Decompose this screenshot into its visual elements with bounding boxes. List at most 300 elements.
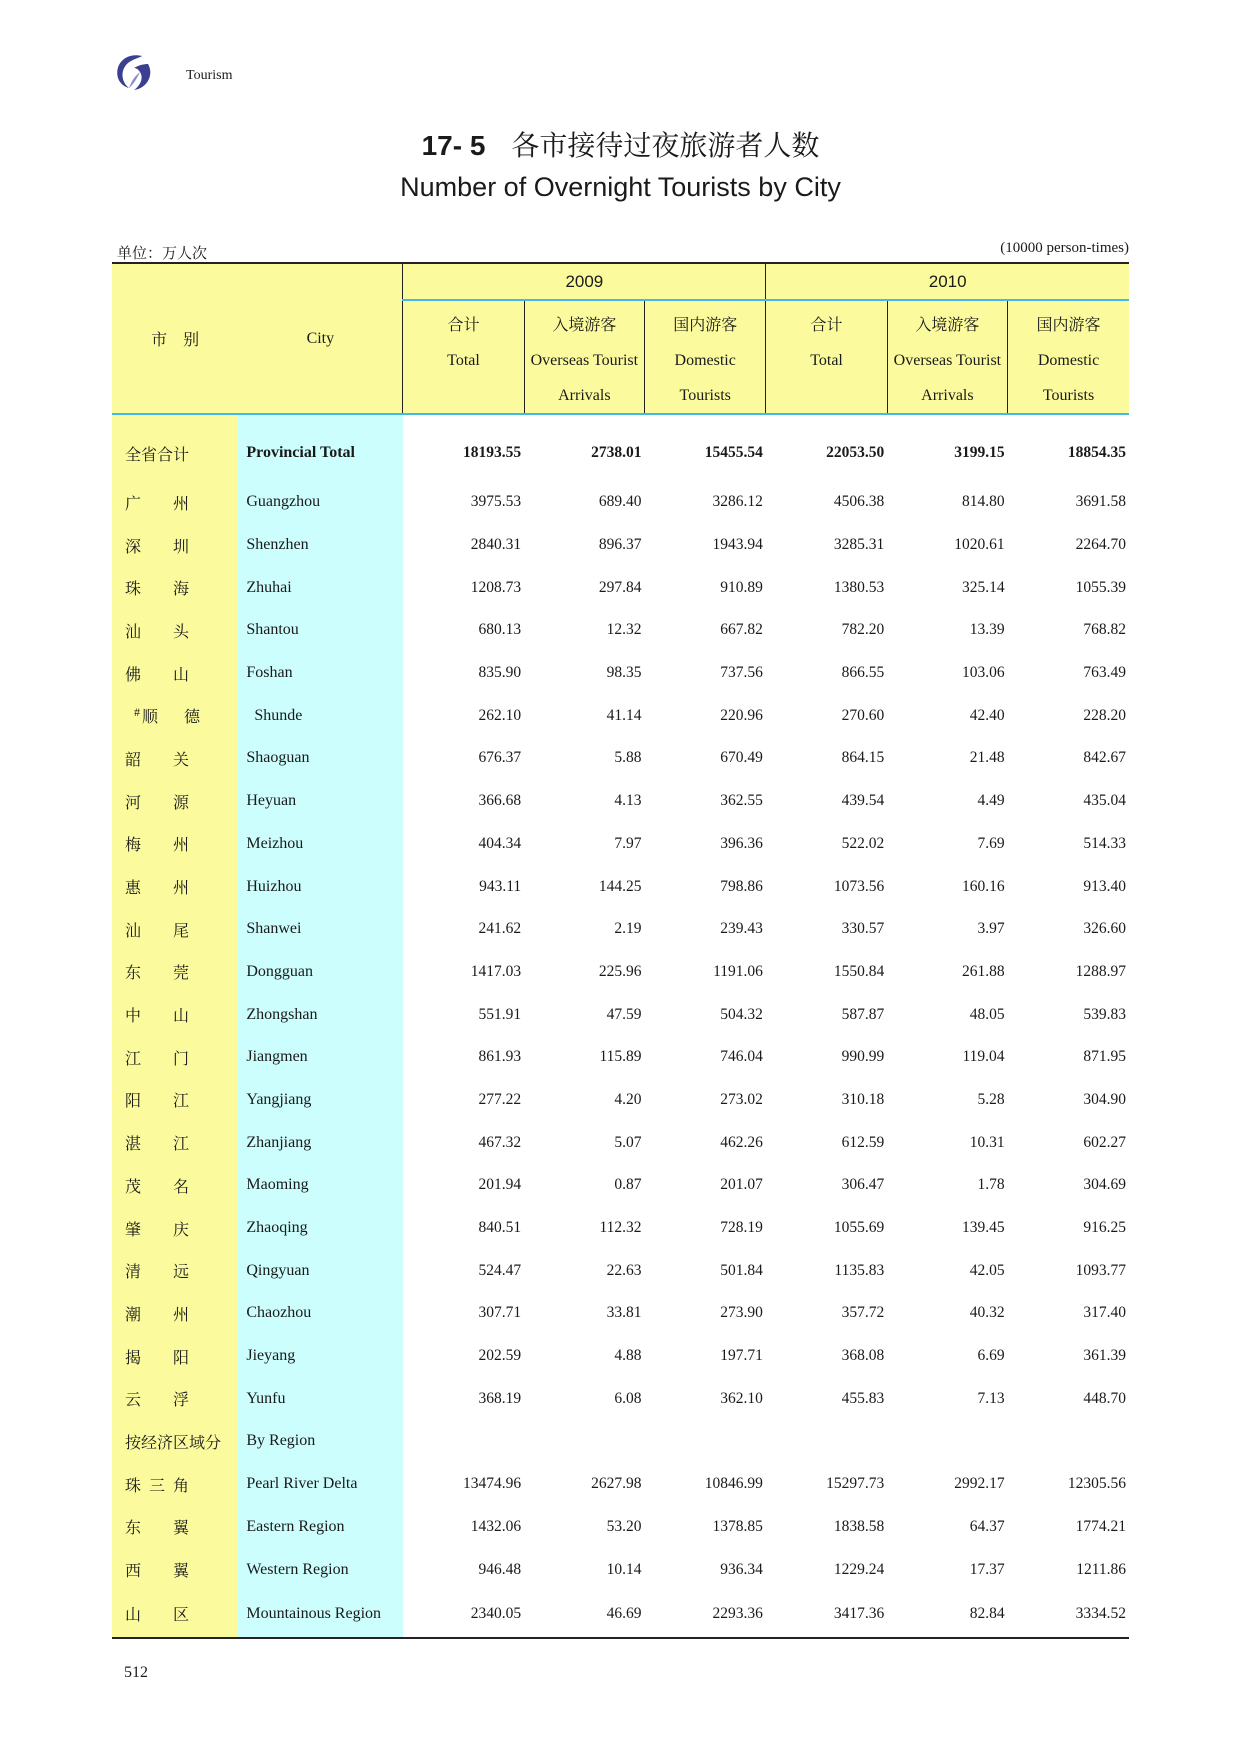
header-sub-2009-0 (403, 300, 524, 414)
table-row (112, 1420, 1129, 1463)
value-cell: 4506.38 (833, 493, 885, 511)
value-cell: 501.84 (720, 1261, 763, 1279)
value-cell: 220.96 (720, 706, 763, 724)
value-cell: 42.40 (969, 706, 1005, 724)
table-row (112, 652, 1129, 695)
value-cell: 362.55 (720, 792, 763, 810)
value-cell: 990.99 (841, 1048, 885, 1066)
value-cell: 2293.36 (645, 1591, 766, 1638)
value-cell: 228.20 (1083, 706, 1126, 724)
city-name-cn (112, 1036, 238, 1079)
value-cell: 1135.83 (834, 1261, 885, 1279)
value-cell: 261.88 (961, 962, 1005, 980)
city-name-cn-char: 中 (125, 1008, 142, 1026)
city-name-cn (112, 1121, 238, 1164)
value-cell: 551.91 (478, 1005, 522, 1023)
value-cell: 7.97 (614, 834, 642, 852)
city-name-cn (112, 1292, 238, 1335)
city-name-cn-char: 深 (125, 538, 142, 556)
value-cell: 910.89 (720, 578, 763, 596)
tourists-table (112, 262, 1129, 1639)
header-sub-label-cn: 合计 (810, 317, 843, 334)
city-name-en: Yangjiang (238, 1079, 402, 1122)
city-name-cn-char: 远 (173, 1264, 190, 1282)
value-cell: 1774.21 (1075, 1517, 1126, 1535)
value-cell: 842.67 (1083, 749, 1126, 767)
value-cell: 306.47 (841, 1176, 885, 1194)
city-name-en: Provincial Total (238, 414, 402, 481)
value-cell: 448.70 (1083, 1389, 1126, 1407)
value-cell: 1432.06 (470, 1517, 522, 1535)
value-cell: 139.45 (961, 1219, 1005, 1237)
value-cell: 7.69 (977, 834, 1005, 852)
value-cell: 3285.31 (833, 536, 885, 554)
header-sub-label-cn: 入境游客 (915, 317, 980, 334)
value-cell: 1.78 (977, 1176, 1005, 1194)
value-cell: 368.19 (478, 1389, 522, 1407)
header-sub-2010-0 (766, 300, 887, 414)
city-name-cn-char: 广 (125, 495, 142, 513)
value-cell: 3417.36 (766, 1591, 887, 1638)
table-row (112, 865, 1129, 908)
city-name-cn (112, 652, 238, 695)
title-cn-text: 各市接待过夜旅游者人数 (511, 129, 820, 162)
city-name-en: Yunfu (238, 1377, 402, 1420)
city-name-cn (112, 1335, 238, 1378)
value-cell: 1378.85 (712, 1517, 763, 1535)
value-cell: 840.51 (478, 1219, 522, 1237)
table-number: 17- 5 (421, 130, 486, 161)
table-row (112, 1079, 1129, 1122)
value-cell: 514.33 (1083, 834, 1126, 852)
city-name-en: Foshan (238, 652, 402, 695)
city-name-cn-char: 莞 (173, 965, 190, 983)
value-cell: 782.20 (841, 621, 885, 639)
value-cell: 1208.73 (470, 578, 522, 596)
value-cell: 3.97 (977, 920, 1005, 938)
table-title-en: Number of Overnight Tourists by City (400, 172, 841, 202)
value-cell: 201.07 (720, 1176, 763, 1194)
value-cell: 273.90 (720, 1304, 763, 1322)
header-sub-label-en2: Arrivals (921, 387, 974, 404)
value-cell: 896.37 (598, 536, 642, 554)
city-name-en: Dongguan (238, 951, 402, 994)
city-name-cn (112, 823, 238, 866)
value-cell: 2738.01 (591, 444, 642, 461)
city-name-en: Maoming (238, 1164, 402, 1207)
value-cell: 916.25 (1083, 1219, 1126, 1237)
city-name-en: Chaozhou (238, 1292, 402, 1335)
header-sub-2009-2 (645, 300, 766, 414)
value-cell: 17.37 (969, 1560, 1005, 1578)
value-cell: 670.49 (720, 749, 763, 767)
table-row (112, 1463, 1129, 1506)
value-cell: 46.69 (524, 1591, 644, 1638)
city-name-cn-char: 浮 (173, 1392, 190, 1410)
header-sub-label-cn: 国内游客 (1036, 317, 1101, 334)
value-cell: 277.22 (478, 1090, 522, 1108)
value-cell: 297.84 (598, 578, 642, 596)
city-name-en: Zhuhai (238, 566, 402, 609)
value-cell: 48.05 (969, 1005, 1005, 1023)
city-name-cn (112, 993, 238, 1036)
value-cell (766, 1420, 887, 1463)
city-name-cn-char: 茂 (125, 1178, 142, 1196)
table-row (112, 1548, 1129, 1591)
city-name-en: Shaoguan (238, 737, 402, 780)
city-name-cn-char: 海 (173, 581, 190, 599)
city-name-en: Shanwei (238, 908, 402, 951)
value-cell: 1550.84 (833, 962, 885, 980)
value-cell: 160.16 (961, 877, 1005, 895)
city-name-en: Pearl River Delta (238, 1463, 402, 1506)
value-cell: 241.62 (478, 920, 522, 938)
city-name-en: Heyuan (238, 780, 402, 823)
city-name-cn (112, 1420, 238, 1463)
value-cell: 763.49 (1083, 664, 1126, 682)
value-cell: 6.08 (614, 1389, 642, 1407)
value-cell: 504.32 (720, 1005, 763, 1023)
value-cell: 12305.56 (1067, 1475, 1126, 1493)
value-cell: 15297.73 (826, 1475, 885, 1493)
value-cell: 239.43 (720, 920, 763, 938)
value-cell: 362.10 (720, 1389, 763, 1407)
value-cell: 4.88 (614, 1347, 642, 1365)
city-name-en: Eastern Region (238, 1506, 402, 1549)
table-row (112, 1506, 1129, 1549)
header-sub-2010-2 (1008, 300, 1129, 414)
city-name-cn-char: 关 (173, 751, 190, 769)
value-cell: 13.39 (969, 621, 1005, 639)
city-name-en: By Region (238, 1420, 402, 1463)
value-cell: 737.56 (720, 664, 763, 682)
city-name-en: Jieyang (238, 1335, 402, 1378)
value-cell: 404.34 (478, 834, 522, 852)
value-cell: 47.59 (606, 1005, 642, 1023)
table-body (112, 414, 1129, 1638)
table-row (112, 908, 1129, 951)
value-cell: 602.27 (1083, 1133, 1126, 1151)
header-sub-2009-1 (524, 300, 644, 414)
value-cell: 467.32 (478, 1133, 522, 1151)
city-name-cn (112, 1207, 238, 1250)
value-cell: 2340.05 (403, 1591, 524, 1638)
value-cell: 366.68 (478, 792, 522, 810)
table-row (112, 1249, 1129, 1292)
value-cell (887, 1420, 1007, 1463)
value-cell: 112.32 (599, 1219, 642, 1237)
value-cell: 946.48 (478, 1560, 522, 1578)
value-cell: 1380.53 (833, 578, 885, 596)
value-cell: 1288.97 (1075, 962, 1126, 980)
value-cell: 6.69 (977, 1347, 1005, 1365)
value-cell: 3691.58 (1075, 493, 1126, 511)
total-row (112, 414, 1129, 481)
value-cell: 144.25 (598, 877, 642, 895)
city-name-cn-char: 区 (173, 1607, 190, 1625)
city-name-cn-char: 江 (125, 1050, 142, 1068)
city-name-cn-char: 圳 (173, 538, 190, 556)
value-cell: 273.02 (720, 1090, 763, 1108)
value-cell: 866.55 (841, 664, 885, 682)
city-name-cn-char: 三 (149, 1477, 166, 1495)
value-cell: 871.95 (1083, 1048, 1126, 1066)
city-name-cn (112, 1591, 238, 1638)
unit-label-en: (10000 person-times) (1000, 240, 1129, 256)
value-cell: 768.82 (1083, 621, 1126, 639)
city-name-cn-char: 阳 (173, 1349, 190, 1367)
header-sub-label-cn: 国内游客 (673, 317, 738, 334)
city-name-cn (112, 609, 238, 652)
value-cell (403, 1420, 524, 1463)
city-name-cn (112, 780, 238, 823)
value-cell: 119.04 (962, 1048, 1005, 1066)
city-name-cn-char: 州 (173, 1306, 190, 1324)
value-cell: 522.02 (841, 834, 885, 852)
value-cell (524, 1420, 644, 1463)
table-row (112, 1591, 1129, 1638)
header-year-2009: 2009 (403, 263, 766, 300)
value-cell: 12.32 (606, 621, 642, 639)
value-cell: 330.57 (841, 920, 885, 938)
city-name-en: Shantou (238, 609, 402, 652)
value-cell: 1093.77 (1075, 1261, 1126, 1279)
table-row (112, 1121, 1129, 1164)
header-sub-label-en2: Arrivals (558, 387, 611, 404)
header-sub-label-en1: Total (810, 352, 843, 369)
value-cell: 40.32 (969, 1304, 1005, 1322)
value-cell: 435.04 (1083, 792, 1126, 810)
city-name-cn-char: 源 (173, 794, 190, 812)
table-row (112, 823, 1129, 866)
city-name-cn-char: 河 (125, 794, 142, 812)
value-cell: 1417.03 (470, 962, 522, 980)
value-cell: 310.18 (841, 1090, 885, 1108)
table-row (112, 524, 1129, 567)
value-cell: 10.31 (969, 1133, 1005, 1151)
value-cell: 1229.24 (833, 1560, 885, 1578)
table-row (112, 1335, 1129, 1378)
table-row (112, 1207, 1129, 1250)
value-cell: 201.94 (478, 1176, 522, 1194)
value-cell: 612.59 (841, 1133, 885, 1151)
value-cell: 98.35 (606, 664, 642, 682)
value-cell: 357.72 (841, 1304, 885, 1322)
city-name-en: Shenzhen (238, 524, 402, 567)
value-cell: 3286.12 (712, 493, 763, 511)
city-name-cn-char: 尾 (173, 922, 190, 940)
city-name-cn-char: 汕 (125, 623, 142, 641)
value-cell: 10.14 (606, 1560, 642, 1578)
city-name-cn-char: 庆 (173, 1221, 190, 1239)
value-cell: 864.15 (841, 749, 885, 767)
value-cell: 1055.39 (1075, 578, 1126, 596)
value-cell: 325.14 (961, 578, 1005, 596)
value-cell: 667.82 (720, 621, 763, 639)
value-cell: 21.48 (969, 749, 1005, 767)
city-name-en: Guangzhou (238, 481, 402, 524)
city-name-cn-char: 东 (125, 1520, 142, 1538)
value-cell: 2264.70 (1075, 536, 1126, 554)
city-name-cn-char: 山 (125, 1607, 142, 1625)
city-name-en: Jiangmen (238, 1036, 402, 1079)
header-sub-label-cn: 入境游客 (552, 317, 617, 334)
city-name-cn (112, 908, 238, 951)
city-name-cn-char: 翼 (173, 1563, 190, 1581)
city-name-cn-char: 东 (125, 965, 142, 983)
value-cell: 4.13 (614, 792, 642, 810)
value-cell: 22053.50 (826, 444, 885, 461)
city-name-cn-char: 肇 (125, 1221, 142, 1239)
city-name-cn (112, 694, 238, 737)
city-name-cn-char: 山 (173, 666, 190, 684)
table-row (112, 993, 1129, 1036)
value-cell: 861.93 (478, 1048, 522, 1066)
value-cell: 1943.94 (712, 536, 763, 554)
value-cell: 524.47 (478, 1261, 522, 1279)
city-name-cn (112, 1463, 238, 1506)
value-cell: 64.37 (969, 1517, 1005, 1535)
value-cell: 103.06 (961, 664, 1005, 682)
value-cell: 18193.55 (463, 444, 522, 461)
city-name-en: Mountainous Region (238, 1591, 402, 1638)
value-cell: 3334.52 (1008, 1591, 1129, 1638)
value-cell: 0.87 (614, 1176, 642, 1194)
value-cell: 728.19 (720, 1219, 763, 1237)
table-row (112, 694, 1129, 737)
city-name-cn (112, 1377, 238, 1420)
value-cell: 439.54 (841, 792, 885, 810)
table-row (112, 951, 1129, 994)
table-row (112, 737, 1129, 780)
city-name-cn (112, 865, 238, 908)
city-name-cn-char: 州 (173, 880, 190, 898)
city-name-cn-char: 惠 (125, 880, 142, 898)
header-sub-label-en1: Domestic (674, 352, 736, 369)
value-cell: 2840.31 (470, 536, 522, 554)
city-name-cn-char: 潮 (125, 1306, 142, 1324)
city-name-cn (112, 1249, 238, 1292)
value-cell: 270.60 (841, 706, 885, 724)
city-name-cn-char: 揭 (125, 1349, 142, 1367)
value-cell: 326.60 (1083, 920, 1126, 938)
value-cell: 462.26 (720, 1133, 763, 1151)
value-cell: 396.36 (720, 834, 763, 852)
value-cell: 317.40 (1083, 1304, 1126, 1322)
header-sub-label-en1: Overseas Tourist (530, 352, 639, 369)
value-cell: 304.69 (1083, 1176, 1126, 1194)
city-name-en: Zhongshan (238, 993, 402, 1036)
city-name-cn-char: 山 (173, 1008, 190, 1026)
city-name-cn-char: 头 (173, 623, 190, 641)
city-name-cn-char: 按经济区域分 (125, 1434, 222, 1452)
city-name-cn (112, 1548, 238, 1591)
header-city-en: City (238, 263, 402, 414)
city-name-cn-char: 梅 (125, 837, 142, 855)
city-name-cn-char: 珠 (125, 581, 142, 599)
value-cell: 15455.54 (704, 444, 763, 461)
value-cell: 53.20 (606, 1517, 642, 1535)
header-sub-label-en1: Domestic (1037, 352, 1100, 369)
city-name-cn-char: 清 (125, 1264, 142, 1282)
value-cell: 10846.99 (704, 1475, 763, 1493)
city-name-en: Huizhou (238, 865, 402, 908)
value-cell: 1020.61 (954, 536, 1005, 554)
value-cell: 680.13 (478, 621, 522, 639)
table-row (112, 1292, 1129, 1335)
value-cell (1008, 1420, 1129, 1463)
value-cell: 4.49 (977, 792, 1005, 810)
city-name-cn-char: 州 (173, 837, 190, 855)
value-cell: 22.63 (606, 1261, 642, 1279)
value-cell: 33.81 (606, 1304, 642, 1322)
city-name-cn (112, 1506, 238, 1549)
city-name-cn (112, 566, 238, 609)
table-row (112, 1036, 1129, 1079)
table-title-cn (0, 124, 1241, 164)
city-name-cn (112, 1079, 238, 1122)
city-name-cn-char: 佛 (125, 666, 142, 684)
city-name-en: Qingyuan (238, 1249, 402, 1292)
yearbook-logo-icon (112, 50, 156, 94)
city-name-cn (112, 524, 238, 567)
value-cell: 455.83 (841, 1389, 885, 1407)
value-cell: 368.08 (841, 1347, 885, 1365)
value-cell: 304.90 (1083, 1090, 1126, 1108)
running-head: Tourism (186, 68, 233, 83)
value-cell: 835.90 (478, 664, 522, 682)
page-number: 512 (124, 1664, 148, 1681)
value-cell: 197.71 (720, 1347, 763, 1365)
value-cell (645, 1420, 766, 1463)
city-name-cn-char: 角 (173, 1477, 190, 1495)
table-row (112, 780, 1129, 823)
city-name-cn-char: 云 (125, 1392, 142, 1410)
city-name-cn-char: 江 (173, 1136, 190, 1154)
table-row (112, 1164, 1129, 1207)
city-name-cn-char: 阳 (125, 1093, 142, 1111)
city-name-cn-char: 顺 (142, 709, 159, 727)
city-name-cn-char: 翼 (173, 1520, 190, 1538)
city-name-cn-char: 西 (125, 1563, 142, 1581)
value-cell: 1073.56 (833, 877, 885, 895)
value-cell: 7.13 (977, 1389, 1005, 1407)
value-cell: 1838.58 (833, 1517, 885, 1535)
city-name-cn-char: 珠 (125, 1477, 142, 1495)
header-sub-2010-1 (887, 300, 1007, 414)
value-cell: 2.19 (614, 920, 642, 938)
value-cell: 5.88 (614, 749, 642, 767)
city-name-cn-char: 韶 (125, 751, 142, 769)
city-name-cn (112, 1164, 238, 1207)
city-name-cn-char: 湛 (125, 1136, 142, 1154)
value-cell: 225.96 (598, 962, 642, 980)
unit-label-cn: 单位：万人次 (117, 244, 208, 262)
city-name-cn (112, 481, 238, 524)
header-sub-label-cn: 合计 (447, 317, 480, 334)
city-name-cn-char: 德 (184, 709, 201, 727)
table-row (112, 481, 1129, 524)
city-name-en: Western Region (238, 1548, 402, 1591)
value-cell: 42.05 (969, 1261, 1005, 1279)
sub-city-mark: # (134, 704, 140, 719)
value-cell: 2627.98 (591, 1475, 642, 1493)
value-cell: 798.86 (720, 877, 763, 895)
value-cell: 41.14 (606, 706, 642, 724)
header-sub-label-en2: Tourists (679, 387, 731, 404)
value-cell: 689.40 (598, 493, 642, 511)
value-cell: 1211.86 (1076, 1560, 1126, 1578)
